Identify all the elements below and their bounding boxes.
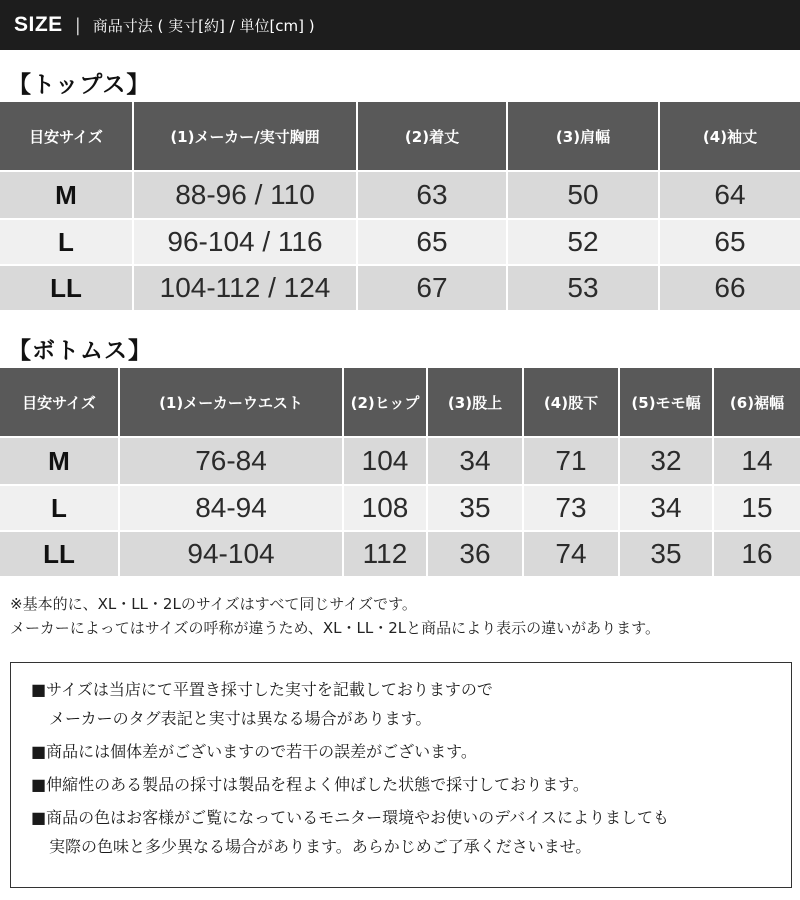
size-description: 商品寸法 ( 実寸[約] / 単位[cm] ) bbox=[92, 16, 315, 35]
table-row bbox=[0, 484, 800, 530]
bottoms-col-header: (3)股上 bbox=[428, 368, 524, 436]
size-notes bbox=[10, 592, 660, 640]
note-line: ※基本的に、XL・LL・2Lのサイズはすべて同じサイズです。 bbox=[10, 595, 417, 613]
size-label: SIZE bbox=[14, 13, 63, 36]
tops-col-header: (2)着丈 bbox=[358, 102, 508, 170]
measure-cell: 14 bbox=[714, 436, 800, 484]
measure-cell: 76-84 bbox=[120, 436, 344, 484]
tops-size-table bbox=[0, 102, 800, 310]
measure-cell: 94-104 bbox=[120, 530, 344, 576]
measure-cell: 71 bbox=[524, 436, 620, 484]
disclaimer-box bbox=[10, 662, 792, 888]
measure-cell: 65 bbox=[358, 218, 508, 264]
disclaimer-line: ■商品の色はお客様がご覧になっているモニター環境やお使いのデバイスによりましても bbox=[31, 808, 669, 827]
measure-cell: 104 bbox=[344, 436, 428, 484]
size-header-bar bbox=[0, 0, 800, 50]
measure-cell: 88-96 / 110 bbox=[134, 170, 358, 218]
measure-cell: 34 bbox=[428, 436, 524, 484]
measure-cell: 34 bbox=[620, 484, 714, 530]
disclaimer-item bbox=[31, 737, 791, 766]
table-row bbox=[0, 436, 800, 484]
measure-cell: 50 bbox=[508, 170, 660, 218]
measure-cell: 66 bbox=[660, 264, 800, 310]
measure-cell: 32 bbox=[620, 436, 714, 484]
measure-cell: 73 bbox=[524, 484, 620, 530]
disclaimer-line: 実際の色味と多少異なる場合があります。あらかじめご了承くださいませ。 bbox=[49, 837, 592, 856]
disclaimer-line: ■サイズは当店にて平置き採寸した実寸を記載しておりますので bbox=[31, 680, 493, 699]
bottoms-size-table bbox=[0, 368, 800, 576]
measure-cell: 74 bbox=[524, 530, 620, 576]
bottoms-col-header: (2)ヒップ bbox=[344, 368, 428, 436]
measure-cell: 35 bbox=[428, 484, 524, 530]
disclaimer-item bbox=[31, 675, 791, 733]
note-line: メーカーによってはサイズの呼称が違うため、XL・LL・2Lと商品により表示の違いがあります。 bbox=[10, 619, 660, 637]
bottoms-col-header: (6)裾幅 bbox=[714, 368, 800, 436]
bottoms-col-header: 目安サイズ bbox=[0, 368, 120, 436]
measure-cell: 96-104 / 116 bbox=[134, 218, 358, 264]
measure-cell: 53 bbox=[508, 264, 660, 310]
measure-cell: 84-94 bbox=[120, 484, 344, 530]
tops-col-header: (4)袖丈 bbox=[660, 102, 800, 170]
bottoms-col-header: (4)股下 bbox=[524, 368, 620, 436]
measure-cell: 108 bbox=[344, 484, 428, 530]
disclaimer-item bbox=[31, 770, 791, 799]
size-separator: | bbox=[74, 14, 81, 36]
measure-cell: 64 bbox=[660, 170, 800, 218]
measure-cell: 52 bbox=[508, 218, 660, 264]
table-row bbox=[0, 530, 800, 576]
measure-cell: 104-112 / 124 bbox=[134, 264, 358, 310]
tops-col-header: (1)メーカー/実寸胸囲 bbox=[134, 102, 358, 170]
measure-cell: 36 bbox=[428, 530, 524, 576]
size-cell: L bbox=[0, 218, 134, 264]
size-cell: LL bbox=[0, 530, 120, 576]
bottoms-col-header: (5)モモ幅 bbox=[620, 368, 714, 436]
disclaimer-line: ■商品には個体差がございますので若干の誤差がございます。 bbox=[31, 742, 477, 761]
disclaimer-line: ■伸縮性のある製品の採寸は製品を程よく伸ばした状態で採寸しております。 bbox=[31, 775, 589, 794]
measure-cell: 67 bbox=[358, 264, 508, 310]
tops-title: 【トップス】 bbox=[8, 72, 151, 98]
table-row bbox=[0, 264, 800, 310]
size-cell: M bbox=[0, 170, 134, 218]
measure-cell: 15 bbox=[714, 484, 800, 530]
bottoms-col-header: (1)メーカーウエスト bbox=[120, 368, 344, 436]
table-row bbox=[0, 218, 800, 264]
disclaimer-line: メーカーのタグ表記と実寸は異なる場合があります。 bbox=[49, 709, 432, 728]
table-row bbox=[0, 170, 800, 218]
tops-col-header: (3)肩幅 bbox=[508, 102, 660, 170]
disclaimer-item bbox=[31, 803, 791, 861]
measure-cell: 112 bbox=[344, 530, 428, 576]
measure-cell: 65 bbox=[660, 218, 800, 264]
tops-col-header: 目安サイズ bbox=[0, 102, 134, 170]
size-cell: L bbox=[0, 484, 120, 530]
bottoms-title: 【ボトムス】 bbox=[8, 338, 152, 364]
size-cell: M bbox=[0, 436, 120, 484]
size-cell: LL bbox=[0, 264, 134, 310]
measure-cell: 16 bbox=[714, 530, 800, 576]
measure-cell: 35 bbox=[620, 530, 714, 576]
measure-cell: 63 bbox=[358, 170, 508, 218]
